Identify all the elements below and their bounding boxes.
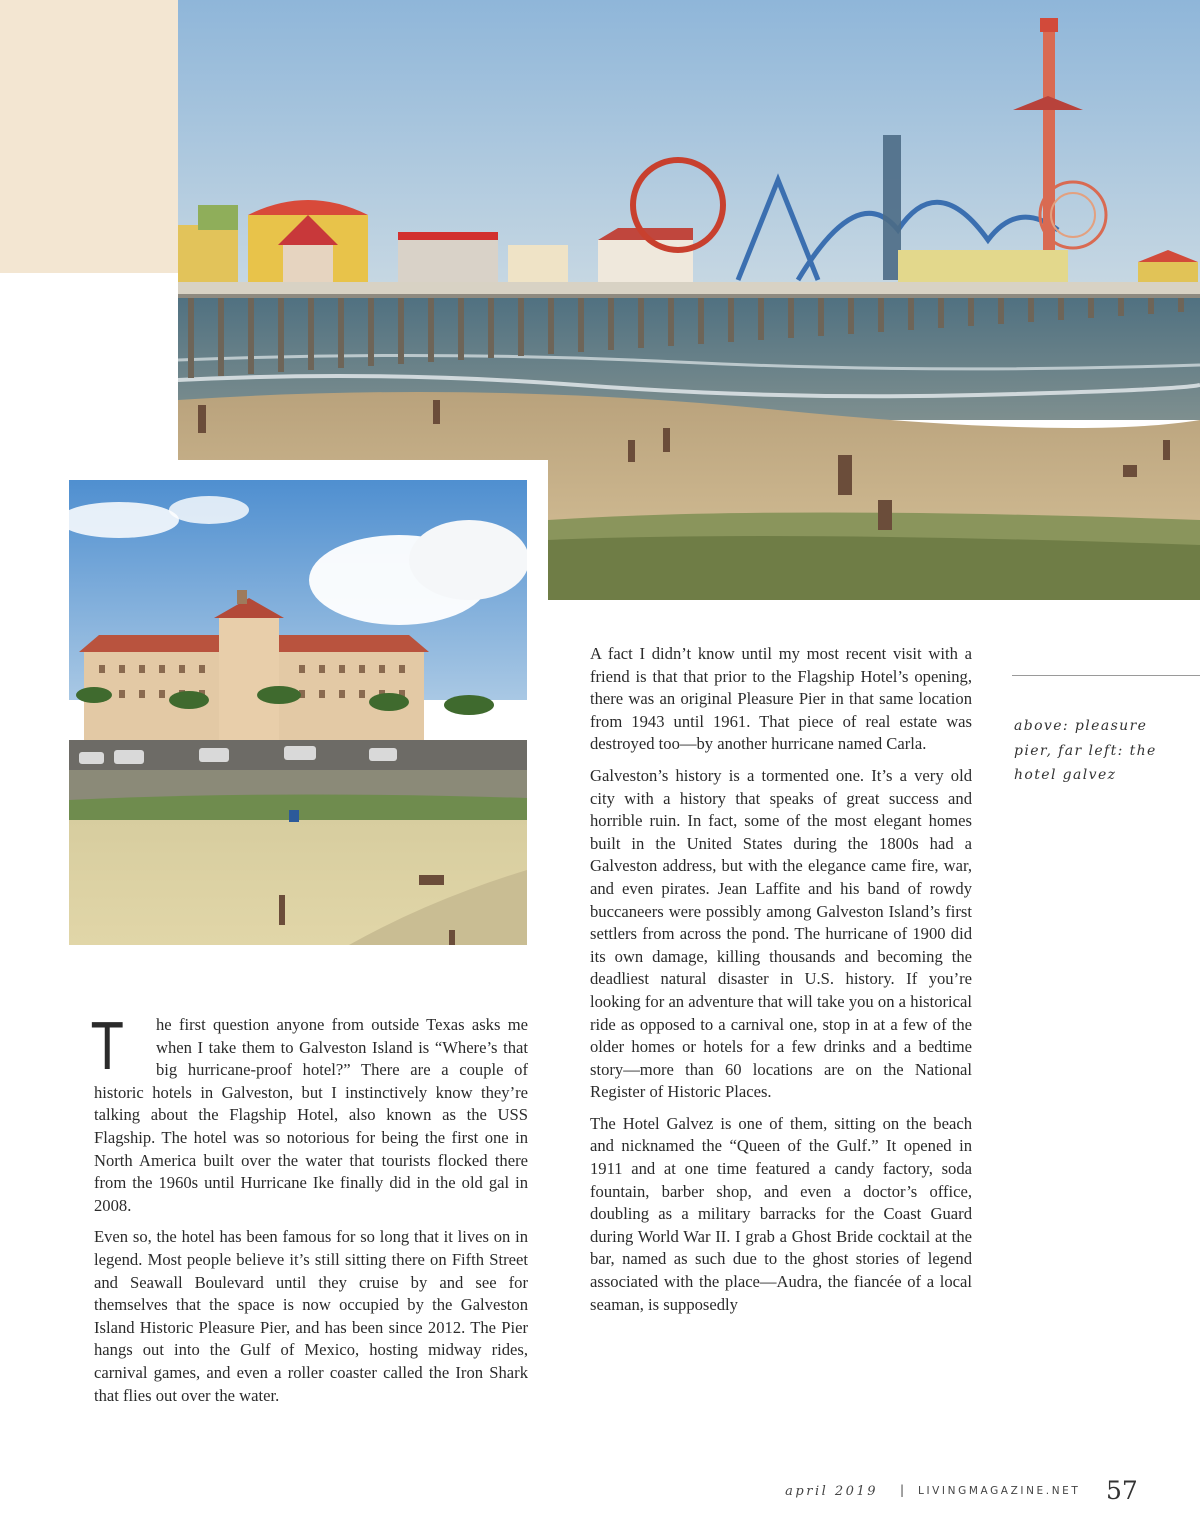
paragraph: The Hotel Galvez is one of them, sitting on the beach and nicknamed the “Queen of the Gulf.” It opened in 1911 and at one time featured a candy factory, soda fountain, barber shop, and even a doctor’s office, doubling as a military barracks for the Coast Guard during World War II. I grab a Ghost Bride cocktail at the bar, named as such due to the ghost stories of legend associated with the place—Audra, the fiancée of a local seaman, is supposedly [590,1113,972,1314]
page-footer [760,1476,1140,1506]
beige-accent-block [0,0,178,273]
photo-caption: above: pleasure pier, far left: the hotel galvez [1014,718,1157,783]
website-link[interactable]: LIVINGMAGAZINE.NET [918,1485,1081,1497]
paragraph-text: he first question anyone from outside Texas asks me when I take them to Galveston Island is “Where’s that big hurricane-proof hotel?” There are a couple of historic hotels in Galveston, but I instinctively know they’re talking about the Flagship Hotel, also known as the USS Flagship. The hotel was so notorious for being the first one in North America built over the water that tourists flocked there from the 1960s until Hurricane Ike finally did in the old gal in 2008. [94,1015,528,1215]
caption-divider [1012,675,1200,676]
paragraph: Galveston’s history is a tormented one. It’s a very old city with a history that speaks of great success and horrible ruin. In fact, some of the most elegant homes built in the United States during the 1800s had a Galveston address, but with the elegance came fire, war, and even pirates. Jean Laffite and his band of rowdy buccaneers were possibly among Galveston Island’s first settlers from across the pond. The hurricane of 1900 did its own damage, killing thousands and becoming the deadliest natural disaster in U.S. history. If you’re looking for an adventure that will take you on a historical ride as opposed to a carnival one, stop in at a few of the older homes or hotels for a few drinks and a bedtime story—more than 60 locations are on the National Register of Historic Places. [590,765,972,1102]
article-column-middle [590,643,972,1325]
drop-cap: T [92,1011,123,1085]
footer-separator: | [900,1483,905,1497]
page-number: 57 [1106,1476,1138,1505]
paragraph: Even so, the hotel has been famous for so long that it lives on in legend. Most people believe it’s still sitting there on Fifth Street and Seawall Boulevard until they cruise by and see for themselves that the space is now occupied by the Galveston Island Historic Pleasure Pier, and has been since 2012. The Pier hangs out into the Gulf of Mexico, hosting midway rides, carnival games, and even a roller coaster called the Iron Shark that flies out over the water. [94,1227,528,1405]
paragraph [92,1011,528,1217]
paragraph: A fact I didn’t know until my most recent visit with a friend is that that prior to the Flagship Hotel’s opening, there was an original Pleasure Pier in that same location from 1943 until 1961. That piece of real estate was destroyed too—by another hurricane named Carla. [590,644,972,754]
issue-date: april 2019 [785,1484,878,1499]
hotel-galvez-photo [69,480,527,945]
article-column-left [92,1011,528,1416]
